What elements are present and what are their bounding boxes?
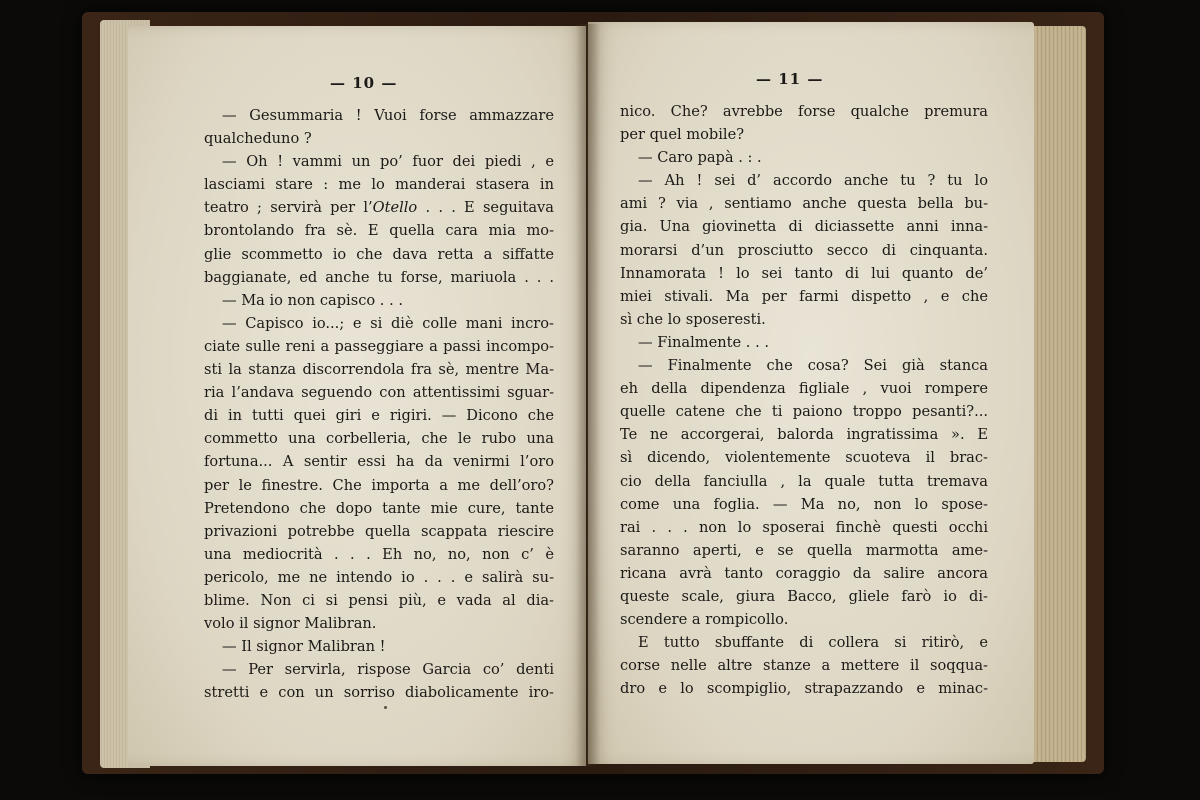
- text-line: di in tutti quei giri e rigiri. — Dicono che: [204, 407, 554, 425]
- text-line: sì che lo sposeresti.: [620, 310, 766, 328]
- text-line: sti la stanza discorrendola fra sè, mentre Ma-: [204, 361, 554, 379]
- text-line: dro e lo scompiglio, strapazzando e minac-: [620, 680, 988, 698]
- text-line: sì dicendo, violentemente scuoteva il brac-: [620, 449, 988, 467]
- text-line: gia. Una giovinetta di diciassette anni inna-: [620, 218, 988, 236]
- text-line: Innamorata ! lo sei tanto di lui quanto de’: [620, 264, 988, 282]
- right-page: [588, 22, 1034, 764]
- text-line: — Capisco io...; e si diè colle mani incro-: [222, 314, 554, 332]
- text-line: per quel mobile?: [620, 126, 745, 144]
- text-line: — Finalmente . . .: [638, 333, 770, 351]
- text-line: — Per servirla, rispose Garcia co’ denti: [222, 661, 554, 679]
- text-line: glie scommetto io che dava retta a siffatte: [204, 245, 554, 263]
- text-line: morarsi d’un prosciutto secco di cinquanta.: [620, 241, 988, 259]
- text-line: saranno aperti, e se quella marmotta ame-: [620, 541, 988, 559]
- left-page: [128, 26, 586, 766]
- text-line: ria l’andava seguendo con attentissimi sguar-: [204, 384, 554, 402]
- text-line: volo il signor Malibran.: [204, 615, 377, 633]
- text-line: stretti e con un sorriso diabolicamente iro-: [204, 684, 554, 702]
- text-line: lasciami stare : me lo manderai stasera in: [204, 176, 554, 194]
- text-line: ricana avrà tanto coraggio da salire ancora: [620, 564, 988, 582]
- text-line: privazioni potrebbe quella scappata riescire: [204, 522, 554, 540]
- text-line: miei stivali. Ma per farmi dispetto , e che: [620, 287, 988, 305]
- text-line: qualcheduno ?: [204, 130, 312, 148]
- text-line: — Ma io non capisco . . .: [222, 291, 403, 309]
- left-page-text: [204, 104, 554, 704]
- page-number-left: — 10 —: [330, 74, 398, 92]
- text-line: eh della dipendenza figliale , vuoi rompere: [620, 380, 988, 398]
- text-line: commetto una corbelleria, che le rubo una: [204, 430, 554, 448]
- book-gutter: [576, 24, 600, 766]
- text-line: una mediocrità . . . Eh no, no, non c’ è: [204, 545, 554, 563]
- text-line: ami ? via , sentiamo anche questa bella bu-: [620, 195, 988, 213]
- text-line: — Oh ! vammi un po’ fuor dei piedi , e: [222, 153, 554, 171]
- text-line: ciate sulle reni a passeggiare a passi incompo-: [204, 337, 554, 355]
- text-line: come una foglia. — Ma no, non lo spose-: [620, 495, 988, 513]
- text-line: quelle catene che ti paiono troppo pesanti?...: [620, 403, 988, 421]
- text-line: per le finestre. Che importa a me dell’oro?: [204, 476, 554, 494]
- text-line: baggianate, ed anche tu forse, mariuola . . .: [204, 268, 554, 286]
- ink-speck: [384, 706, 387, 709]
- text-line: scendere a rompicollo.: [620, 611, 789, 629]
- text-line: — Ah ! sei d’ accordo anche tu ? tu lo: [638, 172, 988, 190]
- page-edges-right: [1028, 26, 1086, 762]
- text-line: E tutto sbuffante di collera si ritirò, e: [638, 634, 988, 652]
- text-line: — Il signor Malibran !: [222, 638, 386, 656]
- text-line: queste scale, giura Bacco, gliele farò io di-: [620, 587, 988, 605]
- text-line: teatro ; servirà per l’Otello . . . E seguitava: [204, 199, 554, 217]
- text-line: — Finalmente che cosa? Sei già stanca: [638, 357, 988, 375]
- text-line: pericolo, me ne intendo io . . . e salirà su-: [204, 568, 554, 586]
- text-line: corse nelle altre stanze a mettere il soqqua-: [620, 657, 988, 675]
- text-line: blime. Non ci si pensi più, e vada al dia-: [204, 591, 554, 609]
- text-line: — Caro papà . : .: [638, 149, 762, 167]
- text-line: fortuna... A sentir essi ha da venirmi l’oro: [204, 453, 554, 471]
- text-line: brontolando fra sè. E quella cara mia mo-: [204, 222, 554, 240]
- italic-title: Otello: [372, 199, 418, 217]
- text-line: Pretendono che dopo tante mie cure, tante: [204, 499, 554, 517]
- right-page-text: [620, 100, 988, 700]
- text-line: rai . . . non lo sposerai finchè questi occhi: [620, 518, 988, 536]
- text-line: nico. Che? avrebbe forse qualche premura: [620, 103, 988, 120]
- page-number-right: — 11 —: [756, 70, 824, 88]
- text-line: — Gesummaria ! Vuoi forse ammazzare: [222, 107, 554, 124]
- text-line: Te ne accorgerai, balorda ingratissima ». E: [620, 426, 988, 444]
- text-line: cio della fanciulla , la quale tutta tremava: [620, 472, 988, 490]
